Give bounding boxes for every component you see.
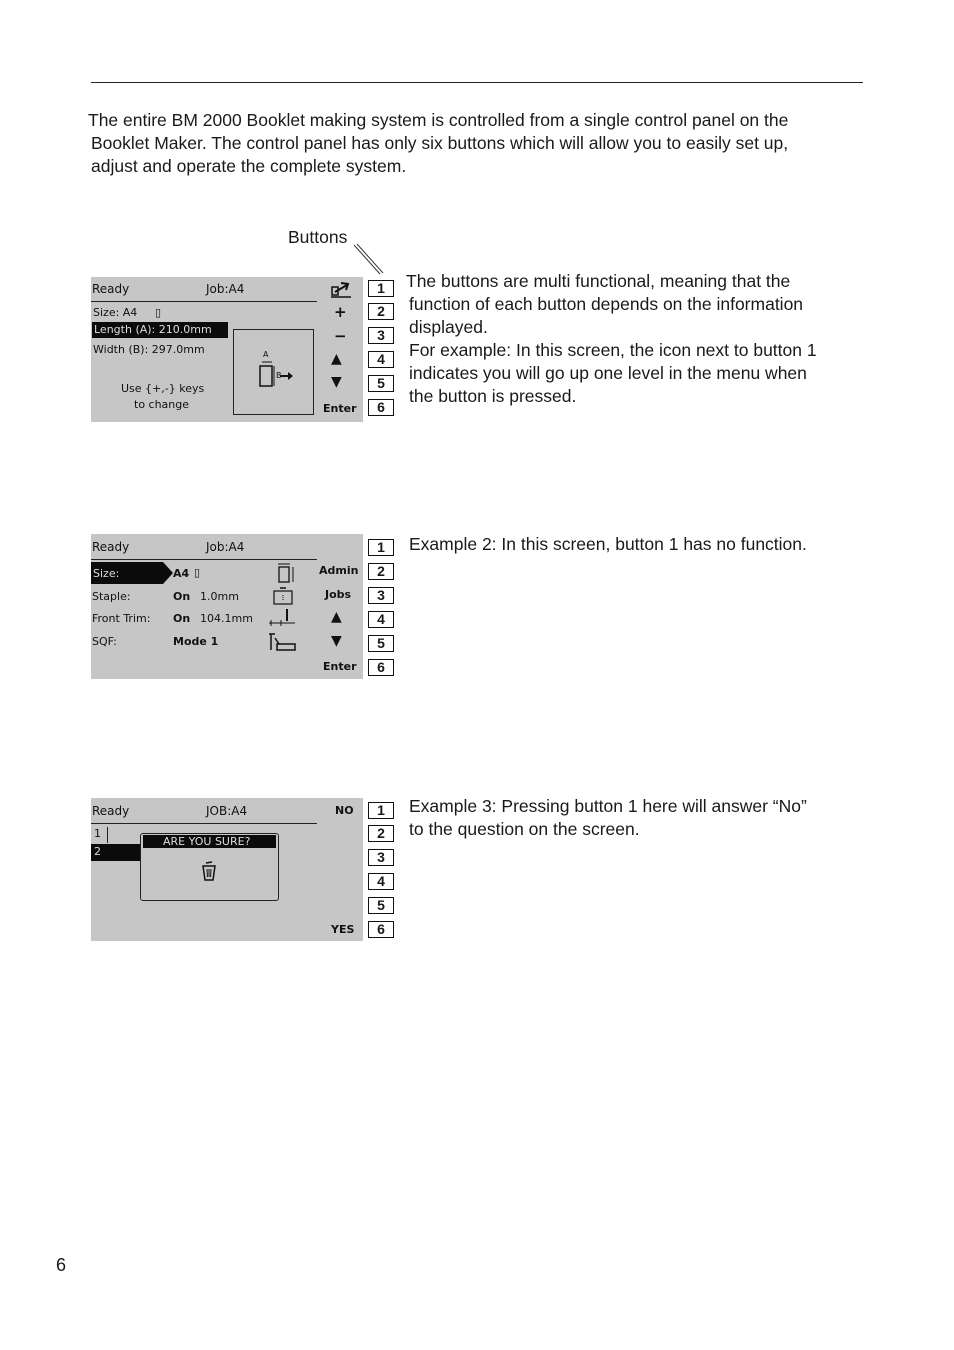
size-diagram xyxy=(233,329,314,415)
size-setting-icon xyxy=(275,562,299,584)
row-label-staple: Staple: xyxy=(92,590,131,603)
job-text: Job:A4 xyxy=(206,282,245,296)
panel-button-2[interactable]: 2 xyxy=(368,825,394,842)
divider xyxy=(91,301,317,302)
plus-icon: + xyxy=(334,303,347,321)
header-rule xyxy=(91,82,863,83)
description-line: the button is pressed. xyxy=(409,386,577,406)
panel-button-6[interactable]: 6 xyxy=(368,399,394,416)
front-trim-icon xyxy=(267,607,297,629)
job-text: JOB:A4 xyxy=(206,804,248,818)
down-arrow-icon: ▼ xyxy=(331,633,342,649)
list-item-2: 2 xyxy=(94,845,101,858)
description-line: The buttons are multi functional, meaning that the xyxy=(406,271,791,291)
trash-icon xyxy=(199,860,219,882)
row-value-size: A4 xyxy=(173,567,190,580)
row-value2-staple: 1.0mm xyxy=(200,590,239,603)
booklet-size-icon xyxy=(234,330,313,414)
screen2-description: Example 2: In this screen, button 1 has no function. xyxy=(409,534,807,554)
dimension-a-label: A xyxy=(263,350,269,359)
panel-button-2[interactable]: 2 xyxy=(368,563,394,580)
down-arrow-icon: ▼ xyxy=(331,374,342,390)
status-text: Ready xyxy=(92,540,130,554)
lcd-screen-1 xyxy=(91,277,363,422)
up-arrow-icon: ▲ xyxy=(331,609,342,625)
description-line: function of each button depends on the information xyxy=(409,294,804,314)
row-label-front-trim: Front Trim: xyxy=(92,612,151,625)
page-orientation-icon: ▯ xyxy=(194,566,201,579)
status-text: Ready xyxy=(92,804,130,818)
panel-button-1[interactable]: 1 xyxy=(368,802,394,819)
admin-softkey-label: Admin xyxy=(319,564,359,577)
no-softkey-label: NO xyxy=(335,804,354,817)
dimension-b-label: B xyxy=(276,371,282,380)
page-orientation-icon: ▯ xyxy=(155,306,162,319)
panel-button-6[interactable]: 6 xyxy=(368,921,394,938)
intro-paragraph xyxy=(88,109,878,178)
panel-button-4[interactable]: 4 xyxy=(368,873,394,890)
row-label-sqf: SQF: xyxy=(92,635,117,648)
row-value-staple: On xyxy=(173,590,191,603)
panel-button-1[interactable]: 1 xyxy=(368,539,394,556)
width-row: Width (B): 297.0mm xyxy=(93,343,205,356)
description-line: displayed. xyxy=(409,317,488,337)
callout-leader-line xyxy=(352,243,386,279)
hint-line-1: Use {+,-} keys xyxy=(121,382,205,395)
job-text: Job:A4 xyxy=(206,540,245,554)
intro-line: Booklet Maker. The control panel has only six buttons which will allow you to easily set up, xyxy=(91,133,789,153)
intro-line: The entire BM 2000 Booklet making system is controlled from a single control panel on the xyxy=(88,110,789,130)
size-row: Size: A4 xyxy=(93,306,138,319)
panel-button-5[interactable]: 5 xyxy=(368,375,394,392)
description-line: Example 3: Pressing button 1 here will answer “No” xyxy=(409,796,807,816)
confirm-dialog xyxy=(140,833,279,901)
up-arrow-icon: ▲ xyxy=(331,351,342,367)
panel-button-1[interactable]: 1 xyxy=(368,280,394,297)
selected-row xyxy=(92,322,228,338)
page-number: 6 xyxy=(56,1255,67,1275)
sqf-icon xyxy=(267,630,299,652)
panel-button-4[interactable]: 4 xyxy=(368,611,394,628)
staple-icon xyxy=(271,586,297,606)
panel-button-6[interactable]: 6 xyxy=(368,659,394,676)
row-value2-front-trim: 104.1mm xyxy=(200,612,253,625)
description-line: For example: In this screen, the icon next to button 1 xyxy=(409,340,817,360)
description-line: to the question on the screen. xyxy=(409,819,640,839)
jobs-softkey-label: Jobs xyxy=(325,588,352,601)
row-value-sqf: Mode 1 xyxy=(173,635,219,648)
row-label-size: Size: xyxy=(93,567,120,580)
panel-button-3[interactable]: 3 xyxy=(368,327,394,344)
panel-button-5[interactable]: 5 xyxy=(368,897,394,914)
length-row: Length (A): 210.0mm xyxy=(94,323,212,336)
panel-button-4[interactable]: 4 xyxy=(368,351,394,368)
list-separator xyxy=(107,827,108,843)
dialog-title-bar xyxy=(143,835,276,848)
divider xyxy=(91,559,317,560)
intro-line: adjust and operate the complete system. xyxy=(91,156,407,176)
dialog-title: ARE YOU SURE? xyxy=(163,835,251,848)
panel-button-3[interactable]: 3 xyxy=(368,587,394,604)
lcd-screen-2 xyxy=(91,534,363,679)
list-item-1: 1 xyxy=(94,827,101,840)
minus-icon: − xyxy=(334,327,347,345)
panel-button-5[interactable]: 5 xyxy=(368,635,394,652)
yes-softkey-label: YES xyxy=(331,923,355,936)
panel-button-2[interactable]: 2 xyxy=(368,303,394,320)
lcd-screen-3 xyxy=(91,798,363,941)
hint-line-2: to change xyxy=(134,398,190,411)
row-value-front-trim: On xyxy=(173,612,191,625)
buttons-callout-label: Buttons xyxy=(288,227,348,247)
status-text: Ready xyxy=(92,282,130,296)
enter-label: Enter xyxy=(323,660,357,673)
selected-list-item xyxy=(91,844,145,861)
up-level-icon xyxy=(329,279,353,299)
divider xyxy=(91,823,317,824)
enter-label: Enter xyxy=(323,402,357,415)
screen3-description xyxy=(409,795,807,841)
screen1-description xyxy=(406,270,817,408)
description-line: indicates you will go up one level in the menu when xyxy=(409,363,807,383)
panel-button-3[interactable]: 3 xyxy=(368,849,394,866)
